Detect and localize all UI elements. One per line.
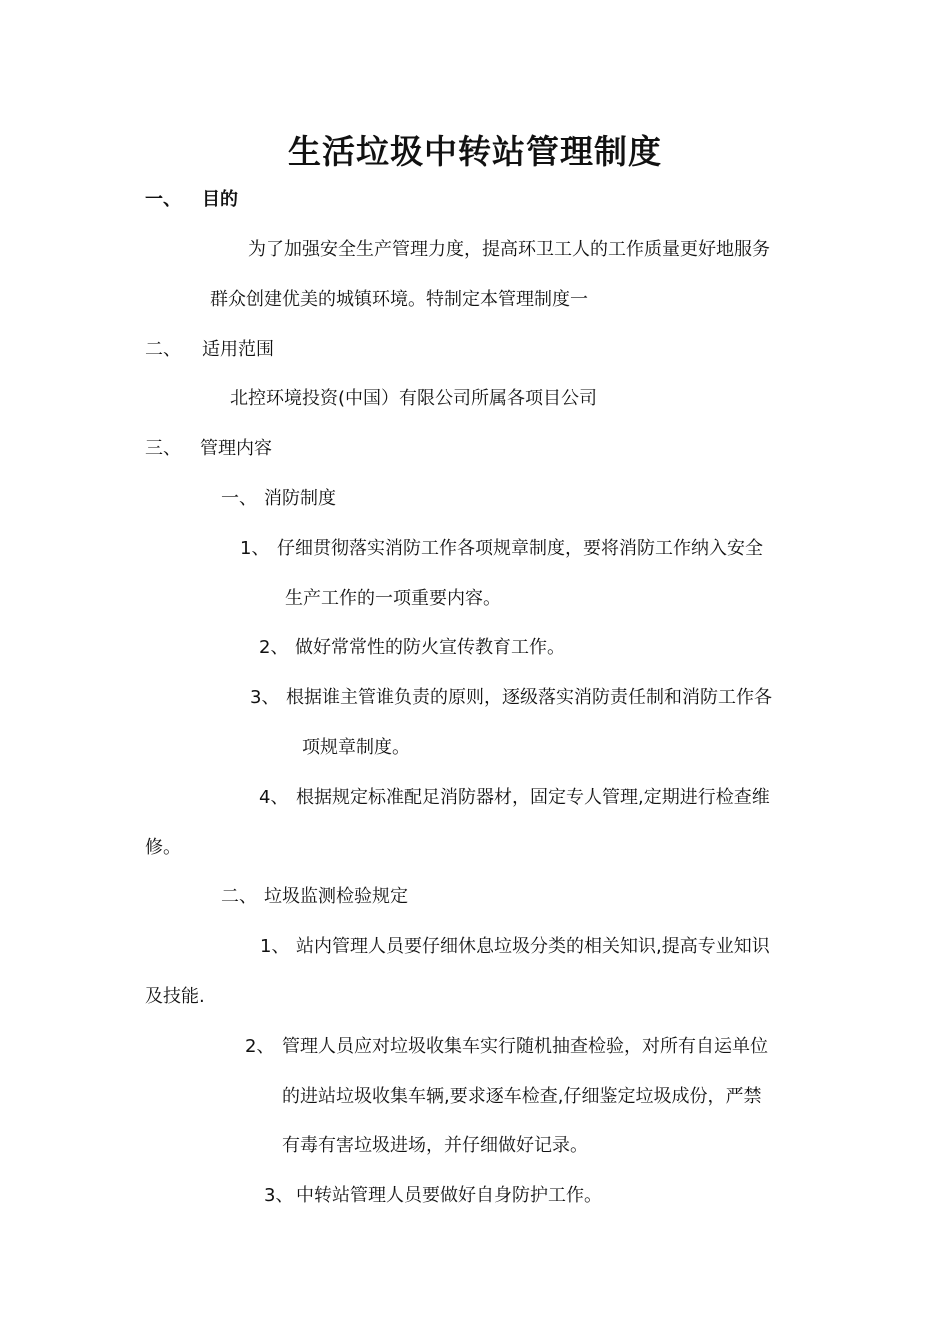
subsection-2-number: 二、 — [221, 886, 257, 907]
section-1-paragraph-line-2: 群众创建优美的城镇环境。特制定本管理制度一 — [210, 289, 588, 310]
fire-item-4-number: 4、 — [259, 787, 289, 808]
fire-item-3-line-2: 项规章制度。 — [302, 737, 410, 758]
waste-item-2-line-1: 管理人员应对垃圾收集车实行随机抽查检验，对所有自运单位 — [282, 1036, 768, 1057]
waste-item-1-number: 1、 — [260, 936, 290, 957]
section-1-heading: 目的 — [202, 189, 238, 210]
waste-item-2-number: 2、 — [245, 1036, 275, 1057]
fire-item-4-line-1: 根据规定标准配足消防器材，固定专人管理,定期进行检查维 — [296, 787, 770, 808]
subsection-1-heading: 消防制度 — [264, 488, 336, 509]
section-3-number: 三、 — [145, 438, 181, 459]
waste-item-3-number: 3、 — [264, 1185, 294, 1206]
section-3-heading: 管理内容 — [200, 438, 272, 459]
section-1-number: 一、 — [145, 189, 181, 210]
section-2-paragraph: 北控环境投资(中国）有限公司所属各项目公司 — [230, 388, 598, 409]
fire-item-1-number: 1、 — [240, 538, 270, 559]
waste-item-3-line-1: 中转站管理人员要做好自身防护工作。 — [296, 1185, 602, 1206]
fire-item-4-line-2: 修。 — [145, 837, 181, 858]
waste-item-1-line-2: 及技能. — [145, 986, 205, 1007]
waste-item-2-line-3: 有毒有害垃圾进场，并仔细做好记录。 — [282, 1135, 588, 1156]
waste-item-1-line-1: 站内管理人员要仔细休息垃圾分类的相关知识,提高专业知识 — [296, 936, 770, 957]
fire-item-3-number: 3、 — [250, 687, 280, 708]
fire-item-2-number: 2、 — [259, 637, 289, 658]
fire-item-3-line-1: 根据谁主管谁负责的原则，逐级落实消防责任制和消防工作各 — [286, 687, 772, 708]
document-title: 生活垃圾中转站管理制度 — [288, 132, 662, 171]
section-1-paragraph-line-1: 为了加强安全生产管理力度，提高环卫工人的工作质量更好地服务 — [248, 239, 770, 260]
fire-item-1-line-2: 生产工作的一项重要内容。 — [285, 588, 501, 609]
section-2-heading: 适用范围 — [202, 339, 274, 360]
subsection-2-heading: 垃圾监测检验规定 — [264, 886, 408, 907]
section-2-number: 二、 — [145, 339, 181, 360]
fire-item-1-line-1: 仔细贯彻落实消防工作各项规章制度，要将消防工作纳入安全 — [277, 538, 763, 559]
fire-item-2-line-1: 做好常常性的防火宣传教育工作。 — [295, 637, 565, 658]
subsection-1-number: 一、 — [221, 488, 257, 509]
waste-item-2-line-2: 的进站垃圾收集车辆,要求逐车检查,仔细鉴定垃圾成份，严禁 — [282, 1086, 762, 1107]
